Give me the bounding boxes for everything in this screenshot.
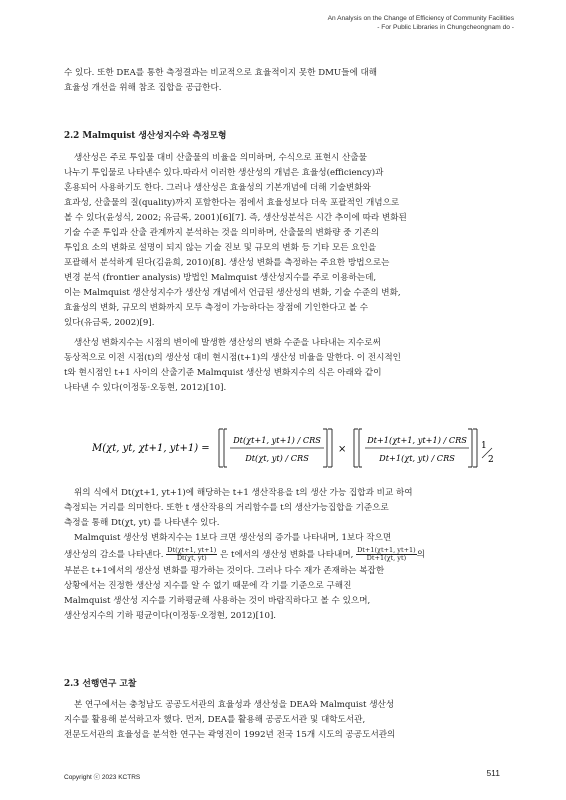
text-fragment: 생산성의 감소를 나타낸다. [64, 550, 164, 560]
text-line: 변경 분석 (frontier analysis) 방법인 Malmquist 생산성지수를 주로 이용하는데, [64, 273, 377, 283]
text-line: t와 현시점인 t+1 사이의 산출기준 Malmquist 생산성 변화지수의 식은 아래와 같이 [64, 368, 382, 378]
inline-fraction-1 [166, 547, 217, 562]
bracket-left-1 [219, 429, 227, 467]
text-line: 수 있다. 또한 DEA를 통한 측정결과는 비교적으로 효율적이지 못한 DMU들에 대해 [64, 68, 378, 78]
text-line: 기술 수준 투입과 산출 관계까지 분석하는 것을 의미하며, 산출물의 변화량 중 기존의 [64, 228, 380, 238]
text-line: 나누기 투입물로 나타낸수 있다.따라서 이러한 생산성의 개념은 효율성(efficiency)과 [64, 168, 384, 178]
exponent-numerator: 1 [481, 441, 487, 451]
section-heading-2-2: 2.2 Malmquist 생산성지수와 측정모형 [64, 131, 227, 141]
header-subtitle: - For Public Libraries in Chungcheongnam do - [377, 24, 514, 31]
text-line: 본 연구에서는 충청남도 공공도서관의 효율성과 생산성을 DEA와 Malmquist 생산성 [74, 700, 395, 710]
text-line: 측정을 통해 Dt(χt, yt) 를 나타낸수 있다. [64, 518, 220, 528]
text-line: 효과성, 산출물의 질(quality)까지 포함한다는 점에서 효율성보다 더욱 포괄적인 개념으로 [64, 198, 400, 208]
text-line: 지수를 활용해 분석하고자 했다. 먼저, DEA를 활용해 공공도서관 및 대학도서관, [64, 715, 366, 725]
text-line: 효율성 개선을 위해 참조 집합을 공급한다. [64, 83, 222, 93]
interpretation-paragraph [64, 486, 502, 624]
bracket-right-1 [323, 429, 332, 467]
text-line: 위의 식에서 Dt(χt+1, yt+1)에 해당하는 t+1 생산작용을 t의 생산 가능 집합과 비교 하여 [74, 488, 413, 498]
text-line: 동상적으로 이전 시점(t)의 생산성 대비 현시점(t+1)의 생산성 비율을 말한다. 이 전시적인 [64, 353, 401, 363]
text-line: 생산성 변화지수는 시점의 변이에 발생한 생산성의 변화 수준을 나타내는 지수로써 [74, 338, 381, 348]
text-line: 생산성은 주로 투입물 대비 산출물의 비율을 의미하며, 수식으로 표현시 산출물 [74, 153, 367, 163]
text-line: 상황에서는 진정한 생산성 지수를 알 수 없기 때문에 각 기를 기준으로 구해진 [64, 581, 352, 591]
text-line: Malmquist 생산성 지수를 기하평균해 사용하는 것이 바람직하다고 볼 수 있으며, [64, 596, 371, 606]
section-heading-2-3: 2.3 선행연구 고찰 [64, 679, 137, 689]
text-line: 투입요 소의 변화로 설명이 되지 않는 기술 진보 및 규모의 변화 등 기타 모든 요인을 [64, 243, 377, 253]
text-line: 전문도서관의 효율성을 분석한 연구는 곽영진이 1992년 전국 15개 시도의 공공도서관의 [64, 730, 396, 740]
inline-fraction-1-numerator: Dt(χt+1, yt+1) [167, 546, 217, 554]
malmquist-formula [92, 426, 502, 470]
header-title: An Analysis on the Change of Efficiency of Community Facilities [327, 15, 514, 22]
text-fragment: 의 [416, 550, 426, 560]
running-header [328, 14, 514, 32]
index-paragraph [64, 336, 502, 396]
text-line: 측정되는 거리를 의미한다. 또한 t 생산작용의 거리함수를 t의 생산가능집합을 기준으로 [64, 503, 389, 513]
fraction-1-numerator: Dt(χt+1, yt+1) / CRS [233, 435, 321, 445]
fraction-2-denominator: Dt+1(χt, yt) / CRS [379, 453, 455, 463]
prior-research-paragraph [64, 698, 502, 743]
text-line: 이는 Malmquist 생산성지수가 생산성 개념에서 언급된 생산성의 변화, 기술 수준의 변화, [64, 288, 401, 298]
fraction-1-denominator: Dt(χt, yt) / CRS [245, 453, 309, 463]
inline-fraction-2-numerator: Dt+1(χt+1, yt+1) [357, 546, 416, 554]
inline-fraction-2-denominator: Dt+1(χt, yt) [366, 554, 407, 562]
productivity-paragraph [64, 151, 502, 331]
fraction-2-numerator: Dt+1(χt+1, yt+1) / CRS [367, 435, 467, 445]
text-line: Malmquist 생산성 변화지수는 1보다 크면 생산성의 증가를 나타내며, 1보다 작으면 [74, 533, 392, 543]
page-number: 511 [486, 768, 500, 778]
exponent-denominator: 2 [488, 455, 494, 465]
times-sign: × [338, 444, 347, 455]
text-line: 효율성의 변화, 규모의 변화까지 모두 측정이 가능하다는 장점에 기인한다고 볼 수 [64, 303, 369, 313]
text-line-with-fractions [64, 546, 502, 564]
intro-paragraph [64, 66, 502, 96]
text-line: 혼용되어 사용하기도 한다. 그러나 생산성은 효율성의 기본개념에 더해 기술변화와 [64, 183, 371, 193]
bracket-right-2 [468, 429, 477, 467]
text-line: 나타낸 수 있다(이정동·오동현, 2012)[10]. [64, 383, 227, 393]
text-line: 생산성지수의 기하 평균이다(이정동·오정현, 2012)[10]. [64, 611, 277, 621]
text-line: 부분은 t+1에서의 생산성 변화를 평가하는 것이다. 그러나 다수 재가 존재하는 복잡한 [64, 566, 385, 576]
inline-fraction-1-denominator: Dt(χt, yt) [176, 554, 207, 562]
text-line: 있다(유금록, 2002)[9]. [64, 318, 155, 328]
bracket-left-2 [354, 429, 362, 467]
formula-lhs: M(χt, yt, χt+1, yt+1) = [92, 443, 210, 454]
text-line: 볼 수 있다(윤성식, 2002; 유금록, 2001)[6][7]. 즉, 생산성분석은 시간 추이에 따라 변화된 [64, 213, 407, 223]
copyright: Copyright ⓒ 2023 KCTRS [64, 774, 141, 781]
text-fragment: 은 t에서의 생산성 변화를 나타내며, [220, 550, 354, 560]
text-line: 포괄해서 분석하게 된다(김윤희, 2010)[8]. 생산성 변화를 측정하는 주요한 방법으로는 [64, 258, 390, 268]
inline-fraction-2 [356, 547, 417, 562]
